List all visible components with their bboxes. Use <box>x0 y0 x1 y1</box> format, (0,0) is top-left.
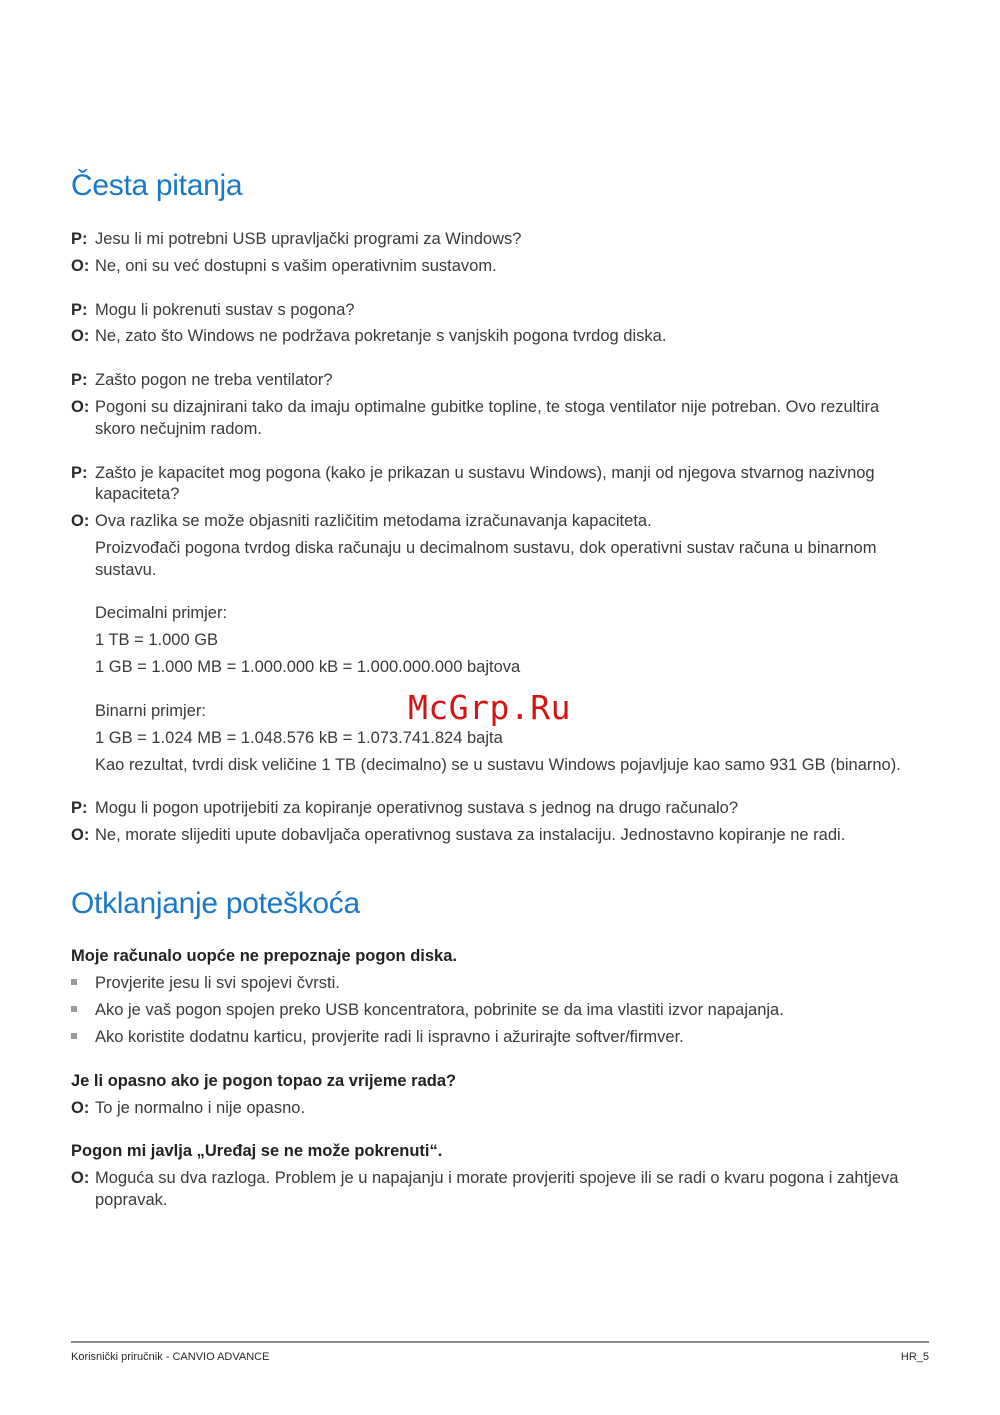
bullet-square-icon <box>71 1006 77 1012</box>
question-text: Jesu li mi potrebni USB upravljački programi za Windows? <box>95 230 522 248</box>
footer-manual-title: Korisnički priručnik - CANVIO ADVANCE <box>71 1351 270 1363</box>
answer-label: O: <box>71 1099 90 1117</box>
answer-text: Ova razlika se može objasniti različitim metodama izračunavanja kapaciteta. <box>95 512 652 530</box>
issue-3-answer <box>71 1167 898 1189</box>
question-label: P: <box>71 301 88 319</box>
faq-question-4-continued: kapaciteta? <box>95 485 180 503</box>
question-text: Zašto je kapacitet mog pogona (kako je prikazan u sustavu Windows), manji od njegova stvarnog nazivnog <box>95 464 875 482</box>
faq-answer-2 <box>71 325 666 347</box>
binary-example-title: Binarni primjer: <box>95 702 206 720</box>
faq-heading: Česta pitanja <box>71 169 243 202</box>
question-text: Mogu li pogon upotrijebiti za kopiranje operativnog sustava s jednog na drugo računalo? <box>95 799 739 817</box>
faq-question-1 <box>71 228 521 250</box>
footer-page-number: HR_5 <box>900 1351 929 1363</box>
answer-text: To je normalno i nije opasno. <box>95 1099 306 1117</box>
footer-divider <box>71 1341 929 1343</box>
question-text: Zašto pogon ne treba ventilator? <box>95 371 333 389</box>
binary-example-result: Kao rezultat, tvrdi disk veličine 1 TB (decimalno) se u sustavu Windows pojavljuje kao samo 931 GB (binarno). <box>95 756 901 774</box>
faq-answer-4-paragraph-continued: sustavu. <box>95 561 157 579</box>
faq-answer-1 <box>71 255 497 277</box>
faq-question-3 <box>71 369 333 391</box>
bullet-square-icon <box>71 979 77 985</box>
answer-label: O: <box>71 257 90 275</box>
faq-answer-4-paragraph: Proizvođači pogona tvrdog diska računaju u decimalnom sustavu, dok operativni sustav računa u binarnom <box>95 539 877 557</box>
question-label: P: <box>71 799 88 817</box>
answer-label: O: <box>71 327 90 345</box>
faq-answer-5 <box>71 824 845 846</box>
binary-example-line-1: 1 GB = 1.024 MB = 1.048.576 kB = 1.073.741.824 bajta <box>95 729 503 747</box>
question-label: P: <box>71 464 88 482</box>
bullet-text: Ako je vaš pogon spojen preko USB koncentratora, pobrinite se da ima vlastiti izvor napajanja. <box>95 1001 784 1019</box>
bullet-text: Provjerite jesu li svi spojevi čvrsti. <box>95 974 340 992</box>
answer-text: Pogoni su dizajnirani tako da imaju optimalne gubitke topline, te stoga ventilator nije potreban. Ovo rezultira <box>95 398 880 416</box>
decimal-example-title: Decimalni primjer: <box>95 604 228 622</box>
faq-answer-3 <box>71 396 879 418</box>
issue-2-answer <box>71 1097 305 1119</box>
faq-question-2 <box>71 299 355 321</box>
answer-text: Ne, oni su već dostupni s vašim operativnim sustavom. <box>95 257 497 275</box>
bullet-item <box>71 1026 684 1048</box>
decimal-example-line-2: 1 GB = 1.000 MB = 1.000.000 kB = 1.000.000.000 bajtova <box>95 658 521 676</box>
issue-1-title: Moje računalo uopće ne prepoznaje pogon diska. <box>71 947 457 965</box>
decimal-example-line-1: 1 TB = 1.000 GB <box>95 631 219 649</box>
watermark-logo: McGrp.Ru <box>408 688 571 727</box>
bullet-item <box>71 999 784 1021</box>
issue-3-title: Pogon mi javlja „Uređaj se ne može pokrenuti“. <box>71 1142 443 1160</box>
faq-question-5 <box>71 797 738 819</box>
answer-text: Moguća su dva razloga. Problem je u napajanju i morate provjeriti spojeve ili se radi o kvaru pogona i zahtjeva <box>95 1169 899 1187</box>
faq-answer-3-continued: skoro nečujnim radom. <box>95 420 262 438</box>
bullet-item <box>71 972 340 994</box>
bullet-text: Ako koristite dodatnu karticu, provjerite radi li ispravno i ažurirajte softver/firmver. <box>95 1028 684 1046</box>
answer-label: O: <box>71 398 90 416</box>
answer-text: Ne, morate slijediti upute dobavljača operativnog sustava za instalaciju. Jednostavno kopiranje ne radi. <box>95 826 846 844</box>
faq-answer-4 <box>71 510 652 532</box>
answer-label: O: <box>71 1169 90 1187</box>
issue-3-answer-continued: popravak. <box>95 1191 168 1209</box>
issue-2-title: Je li opasno ako je pogon topao za vrijeme rada? <box>71 1072 457 1090</box>
answer-label: O: <box>71 826 90 844</box>
answer-text: Ne, zato što Windows ne podržava pokretanje s vanjskih pogona tvrdog diska. <box>95 327 667 345</box>
question-text: Mogu li pokrenuti sustav s pogona? <box>95 301 355 319</box>
bullet-square-icon <box>71 1033 77 1039</box>
answer-label: O: <box>71 512 90 530</box>
troubleshooting-heading: Otklanjanje poteškoća <box>71 887 360 920</box>
faq-question-4 <box>71 462 875 484</box>
question-label: P: <box>71 230 88 248</box>
question-label: P: <box>71 371 88 389</box>
